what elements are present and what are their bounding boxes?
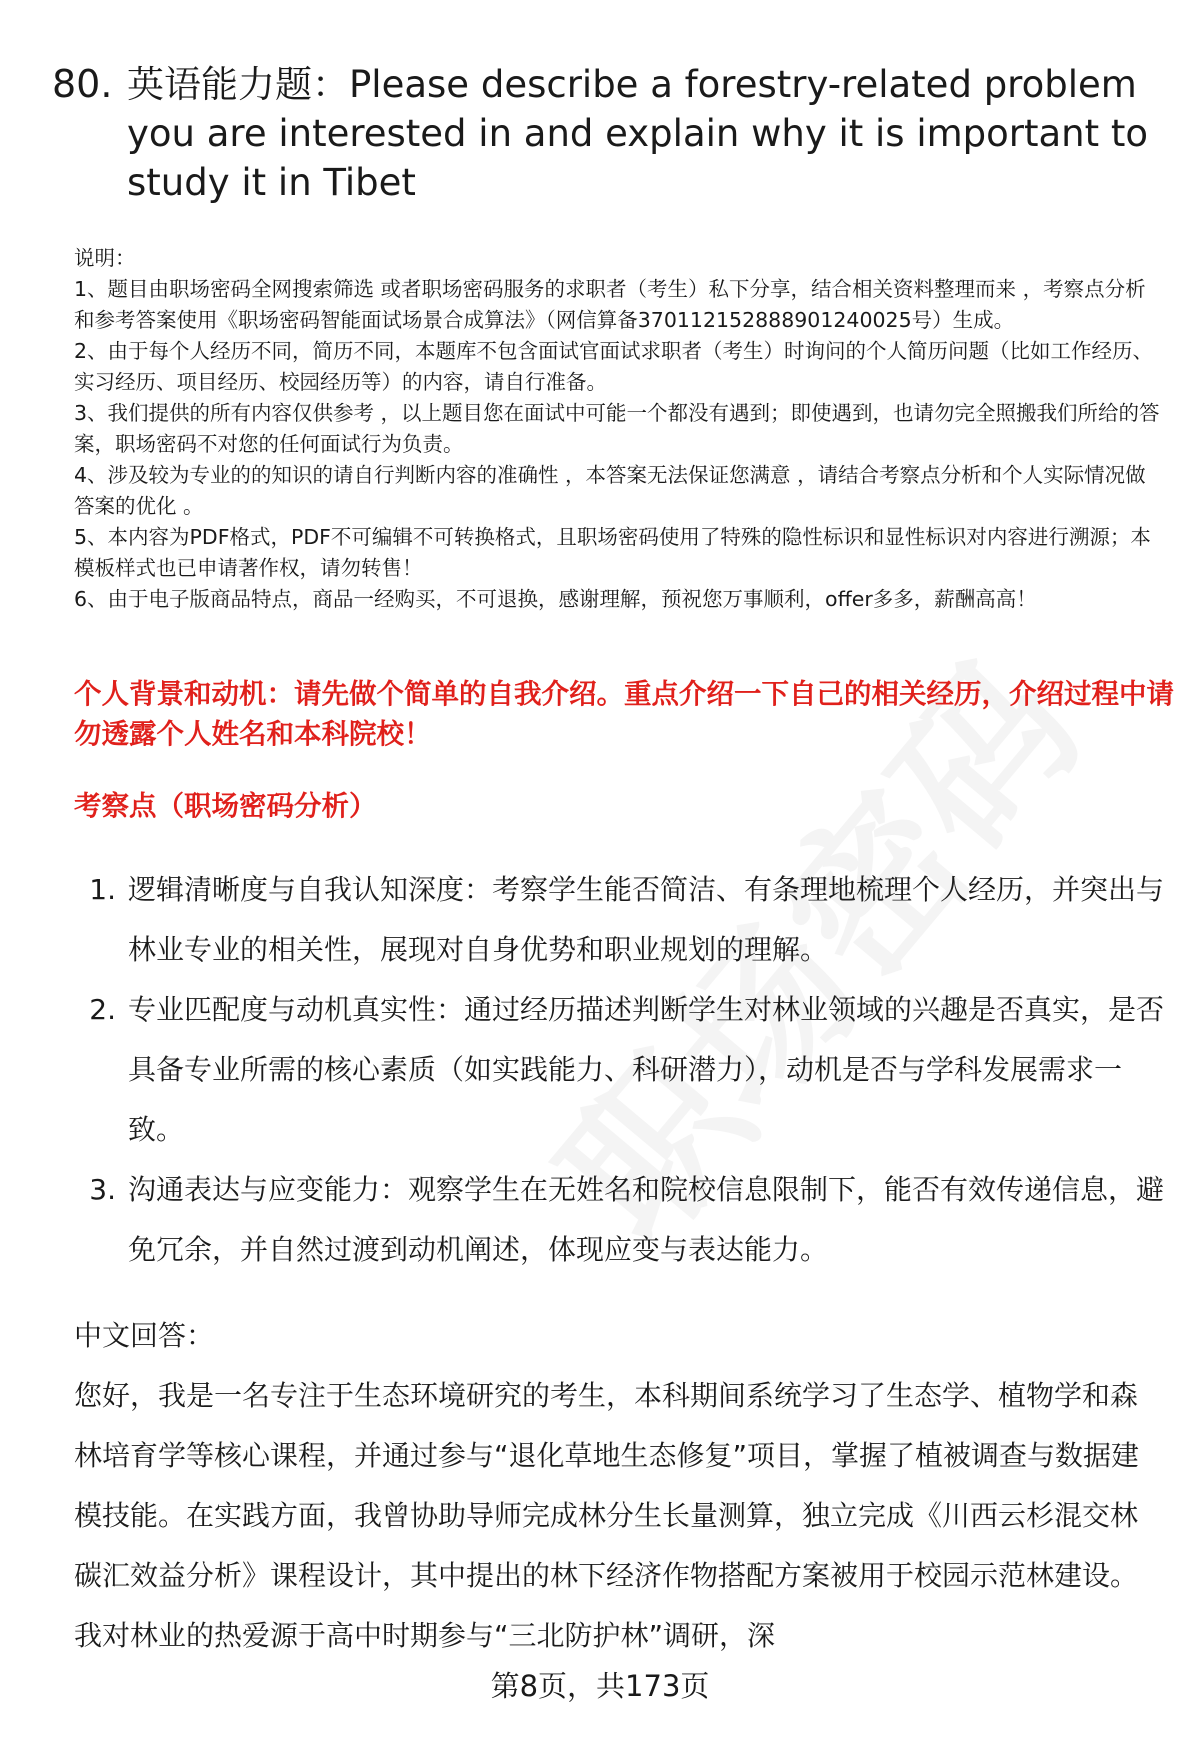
note-item: 5、本内容为PDF格式，PDF不可编辑不可转换格式，且职场密码使用了特殊的隐性标识和显性标识对内容进行溯源；本模板样式也已申请著作权，请勿转售！ — [74, 525, 1151, 580]
note-item: 2、由于每个人经历不同，简历不同，本题库不包含面试官面试求职者（考生）时询问的个人简历问题（比如工作经历、实习经历、项目经历、校园经历等）的内容，请自行准备。 — [74, 339, 1154, 394]
note-item: 3、我们提供的所有内容仅供参考 ，以上题目您在面试中可能一个都没有遇到；即使遇到，也请勿完全照搬我们所给的答案，职场密码不对您的任何面试行为负责。 — [74, 401, 1160, 456]
analysis-heading: 考察点（职场密码分析） — [74, 790, 377, 822]
page-footer: 第8页，共173页 — [490, 1669, 710, 1703]
answer-label: 中文回答： — [74, 1319, 215, 1352]
question-number: 80. — [52, 62, 113, 106]
note-item: 4、涉及较为专业的的知识的请自行判断内容的准确性 ，本答案无法保证您满意 ，请结合考察点分析和个人实际情况做答案的优化 。 — [74, 463, 1146, 518]
point-text: 沟通表达与应变能力：观察学生在无姓名和院校信息限制下，能否有效传递信息，避免冗余，并自然过渡到动机阐述，体现应变与表达能力。 — [128, 1173, 1165, 1266]
note-item: 6、由于电子版商品特点，商品一经购买，不可退换，感谢理解，预祝您万事顺利，offer多多，薪酬高高！ — [74, 587, 1037, 611]
question-title — [52, 60, 1162, 207]
notes-section — [74, 243, 1164, 615]
note-item: 1、题目由职场密码全网搜索筛选 或者职场密码服务的求职者（考生）私下分享，结合相关资料整理而来 ，考察点分析和参考答案使用《职场密码智能面试场景合成算法》（网信算备370112152888901240025号）生成。 — [74, 277, 1146, 332]
point-text: 专业匹配度与动机真实性：通过经历描述判断学生对林业领域的兴趣是否真实，是否具备专业所需的核心素质（如实践能力、科研潜力），动机是否与学科发展需求一致。 — [128, 993, 1165, 1146]
section-heading: 个人背景和动机：请先做个简单的自我介绍。重点介绍一下自己的相关经历，介绍过程中请勿透露个人姓名和本科院校！ — [74, 678, 1174, 750]
point-text: 逻辑清晰度与自我认知深度：考察学生能否简洁、有条理地梳理个人经历，并突出与林业专业的相关性，展现对自身优势和职业规划的理解。 — [128, 873, 1165, 966]
analysis-point — [74, 980, 1164, 1160]
point-number: 1. — [89, 873, 116, 906]
analysis-point — [74, 1160, 1164, 1280]
question-text: 英语能力题：Please describe a forestry-related problem you are interested in and explain why it is important to study it in Tibet — [127, 63, 1149, 204]
notes-label: 说明： — [74, 246, 136, 270]
point-number: 2. — [89, 993, 116, 1026]
answer-text: 您好，我是一名专注于生态环境研究的考生，本科期间系统学习了生态学、植物学和森林培育学等核心课程，并通过参与“退化草地生态修复”项目，掌握了植被调查与数据建模技能。在实践方面，我曾协助导师完成林分生长量测算，独立完成《川西云杉混交林碳汇效益分析》课程设计，其中提出的林下经济作物搭配方案被用于校园示范林建设。我对林业的热爱源于高中时期参与“三北防护林”调研，深 — [74, 1379, 1140, 1652]
analysis-point — [74, 860, 1164, 980]
point-number: 3. — [89, 1173, 116, 1206]
analysis-points — [74, 860, 1164, 1280]
